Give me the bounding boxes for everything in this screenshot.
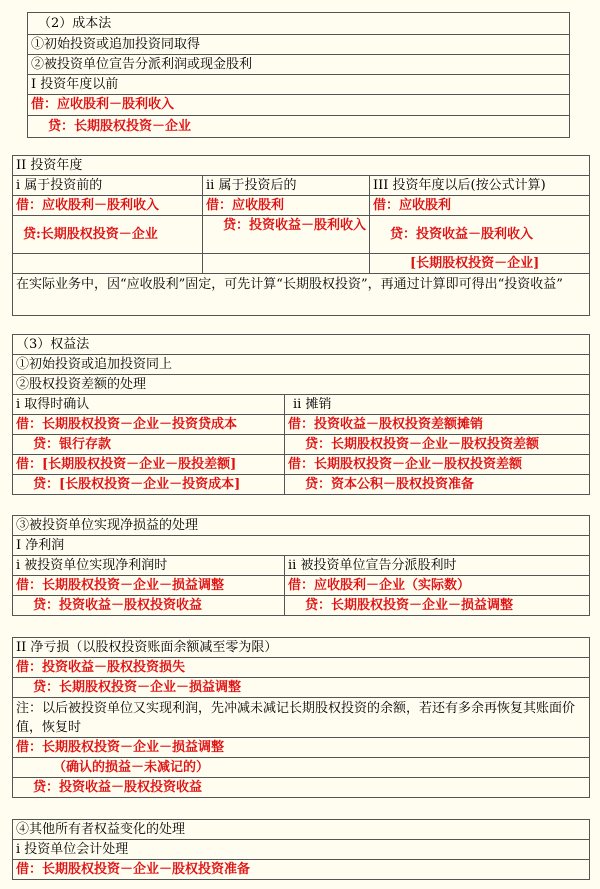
invest-year-table [12,155,590,316]
col3-extra: [长期股权投资－企业] [370,254,590,274]
entry-right: 借：长期股权投资－企业－股权投资差额 [285,455,590,475]
other-equity-sub-i: i 投资单位会计处理 [13,840,590,860]
col1-credit: 贷:长期股权投资－企业 [13,216,203,254]
cost-method-debit: 借：应收股利－股利收入 [28,95,570,116]
entry-right: 贷：长期股权投资－企业－损益调整 [285,596,590,616]
col1-debit: 借：应收股利－股利收入 [13,196,203,216]
entry-left: 借：长期股权投资－企业－损益调整 [13,576,285,596]
entry-right: 贷：资本公积－股权投资准备 [285,475,590,495]
equity-method-item2: ②股权投资差额的处理 [13,375,590,395]
equity-method-heading: （3）权益法 [13,335,590,355]
equity-method-table [12,334,590,495]
col3-credit: 贷：投资收益－股利收入 [370,216,590,254]
col2-credit: 贷：投资收益－股利收入 [203,216,370,254]
cost-method-item2: ②被投资单位宣告分派利润或现金股利 [28,55,570,75]
invest-year-heading: II 投资年度 [13,156,590,176]
invest-year-note: 在实际业务中，因“应收股利”固定，可先计算“长期股权投资”，再通过计算即可得出“投资收益” [13,274,590,316]
cost-method-table [27,12,570,138]
col1-header: i 属于投资前的 [13,176,203,196]
entry-left: 借：[长期股权投资－企业－股投差额] [13,455,285,475]
col3-header: III 投资年度以后(按公式计算) [370,176,590,196]
cost-method-credit: 贷：长期股权投资－企业 [28,116,570,138]
cost-method-heading: （2）成本法 [28,13,570,35]
col3-debit: 借：应收股利 [370,196,590,216]
entry-right: 贷：长期股权投资－企业－股权投资差额 [285,435,590,455]
net-loss-paren: （确认的损益－未减记的） [13,758,590,778]
dividend-header: ii 被投资单位宣告分派股利时 [285,556,590,576]
net-income-sub-i: I 净利润 [13,536,590,556]
net-loss-table [12,637,590,798]
other-equity-table [12,819,590,880]
col2-debit: 借：应收股利 [203,196,370,216]
net-loss-heading: II 净亏损（以股权投资账面余额减至零为限） [13,638,590,658]
entry-left: 贷：[长股权投资－企业－投资成本] [13,475,285,495]
cost-method-sub-i: I 投资年度以前 [28,75,570,95]
acquire-header: i 取得时确认 [13,395,285,415]
net-income-heading: ③被投资单位实现净损益的处理 [13,516,590,536]
entry-left: 贷：银行存款 [13,435,285,455]
entry-right: 借：应收股利－企业（实际数） [285,576,590,596]
profit-header: i 被投资单位实现净利润时 [13,556,285,576]
col2-header: ii 属于投资后的 [203,176,370,196]
other-equity-debit: 借：长期股权投资－企业－股权投资准备 [13,860,590,880]
cost-method-item1: ①初始投资或追加投资同取得 [28,35,570,55]
entry-left: 贷：投资收益－股权投资收益 [13,596,285,616]
entry-right: 借：投资收益－股权投资差额摊销 [285,415,590,435]
net-loss-credit-2: 贷：投资收益－股权投资收益 [13,778,590,798]
net-loss-debit-2: 借：长期股权投资－企业－损益调整 [13,738,590,758]
entry-left: 借：长期股权投资－企业－投资贷成本 [13,415,285,435]
net-loss-note: 注：以后被投资单位又实现利润，先冲减未减记长期股权投资的余额，若还有多余再恢复其账面价值，恢复时 [13,698,590,738]
other-equity-heading: ④其他所有者权益变化的处理 [13,820,590,840]
net-loss-credit: 贷：长期股权投资－企业－损益调整 [13,678,590,698]
amortize-header: ii 摊销 [285,395,590,415]
net-loss-debit: 借：投资收益－股权投资损失 [13,658,590,678]
net-income-table [12,515,590,616]
equity-method-item1: ①初始投资或追加投资同上 [13,355,590,375]
